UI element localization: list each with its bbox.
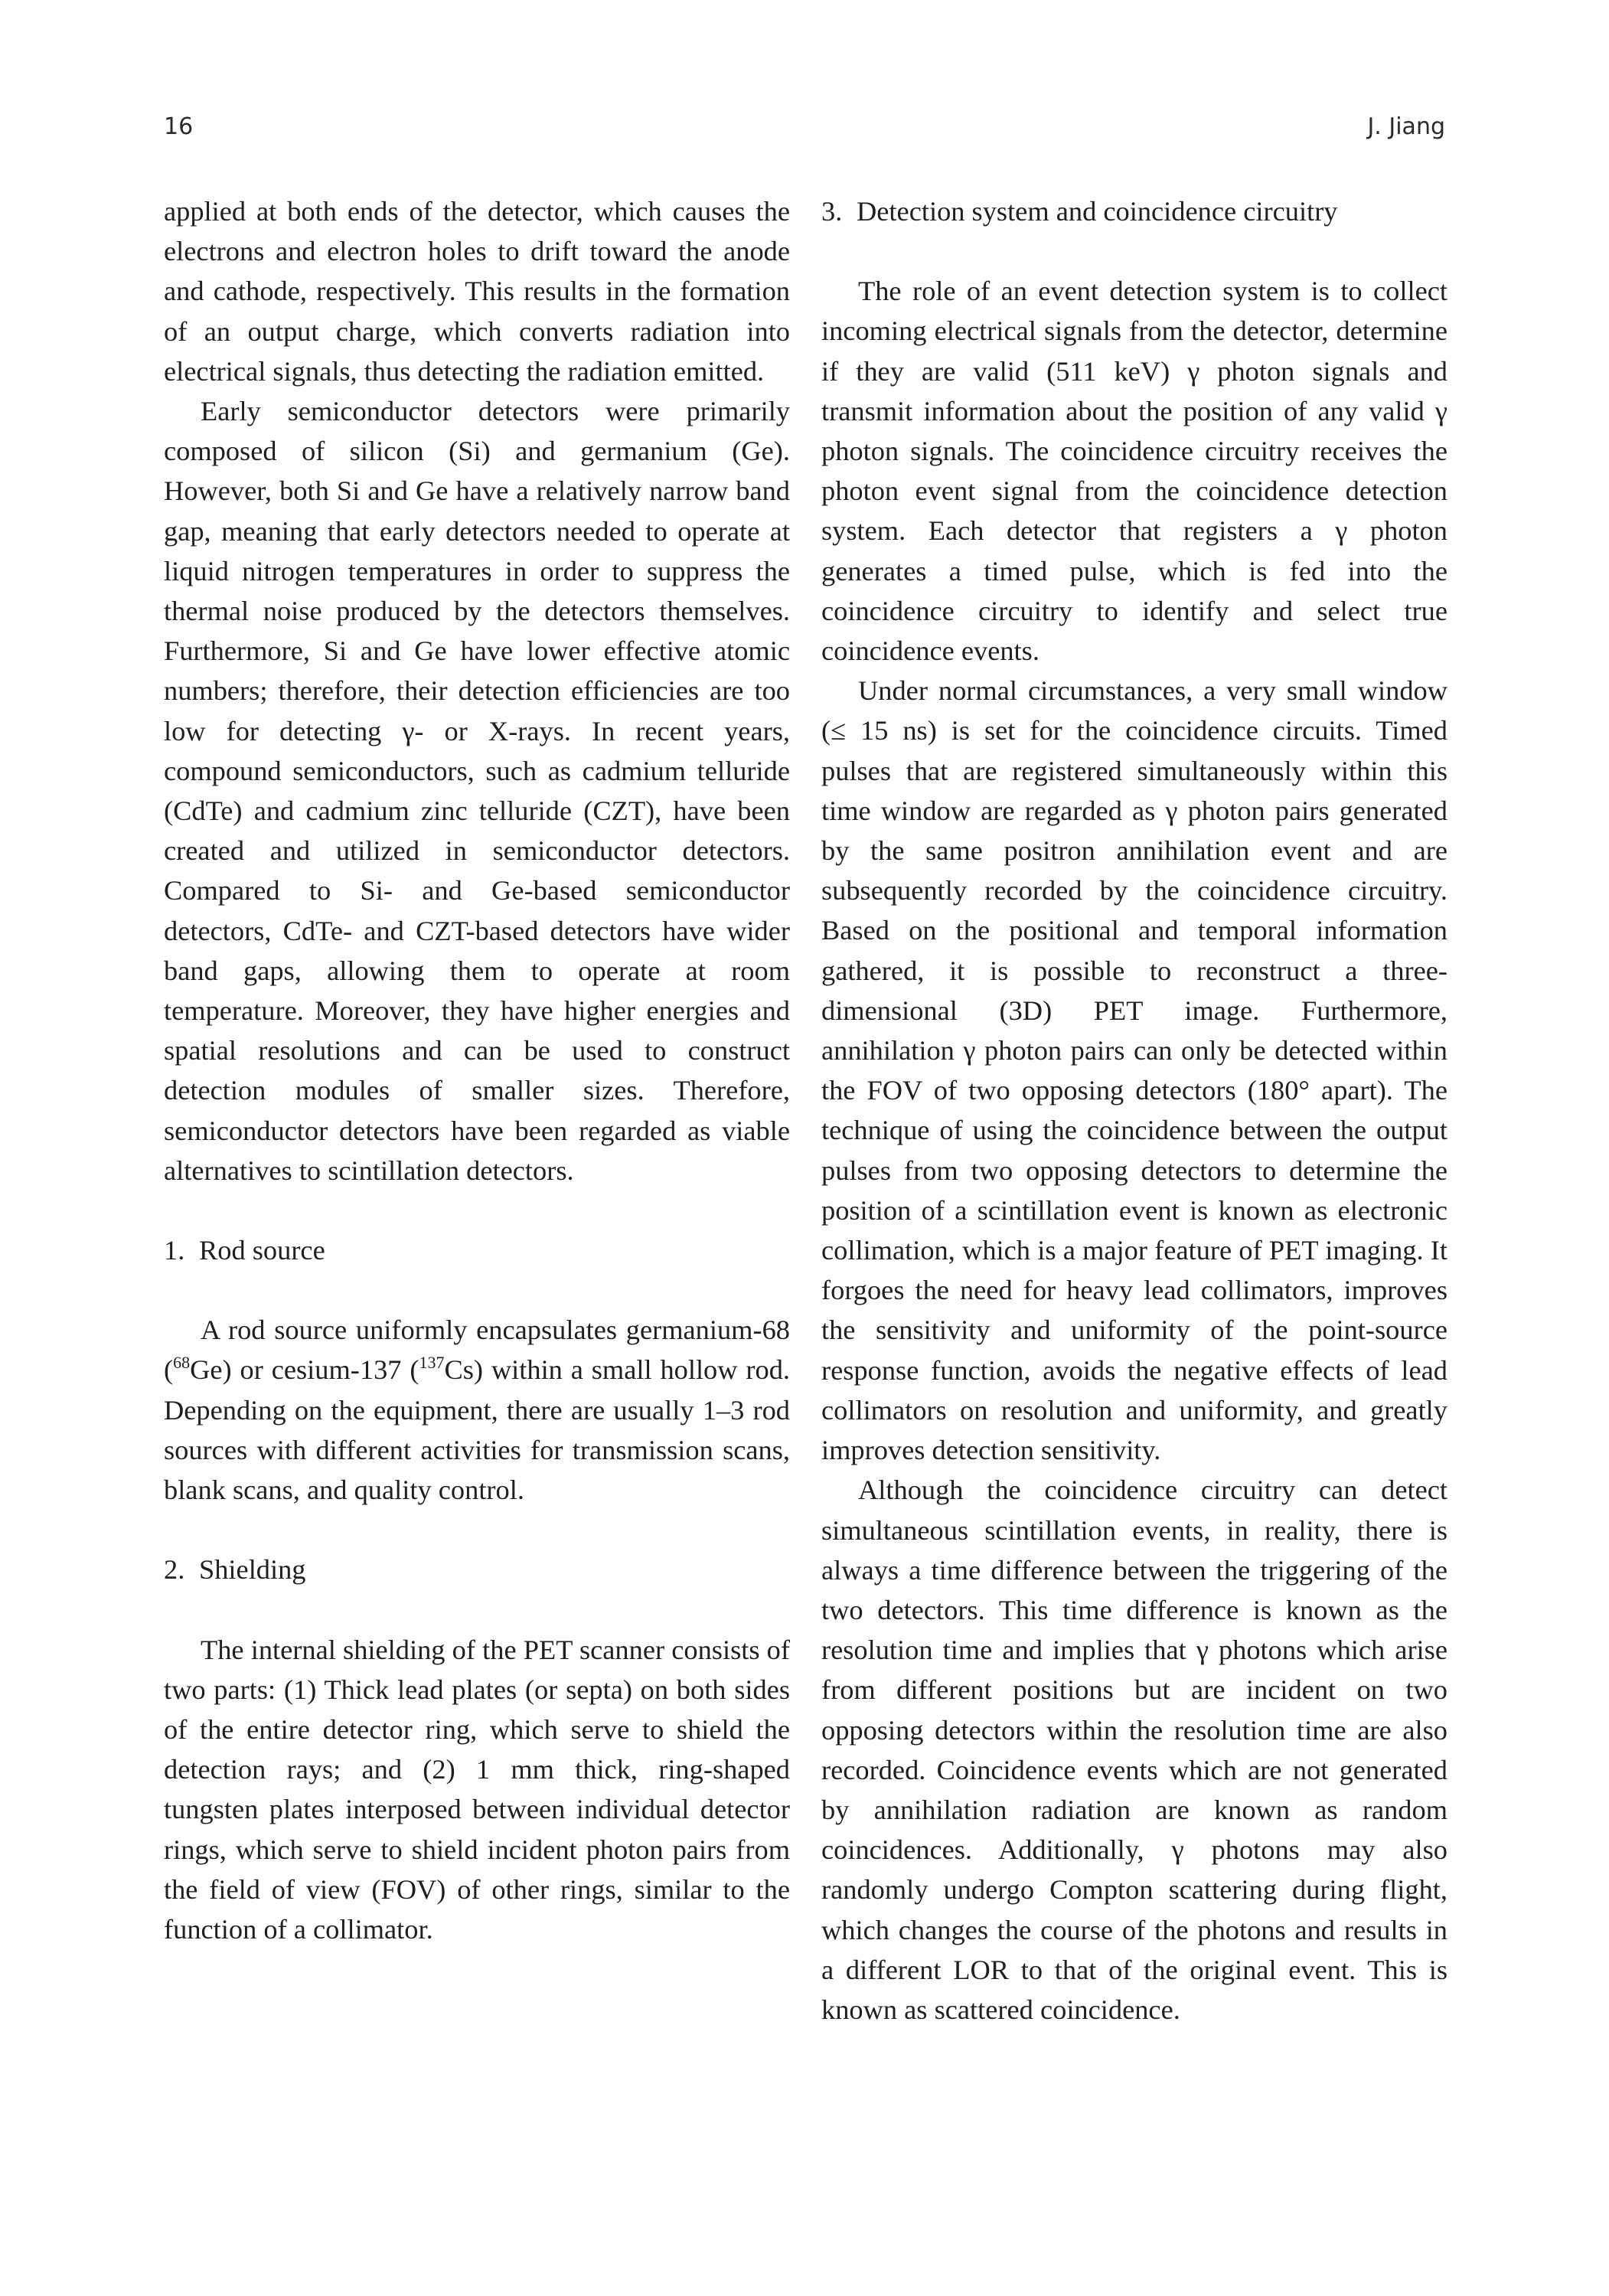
isotope-mass-number: 68 — [173, 1353, 191, 1373]
section-title: Rod source — [199, 1235, 325, 1266]
section-title: Shielding — [199, 1554, 306, 1586]
section-heading-shielding — [164, 1550, 790, 1589]
section-heading-detection-system — [821, 191, 1447, 231]
paragraph-coincidence-window: Under normal circumstances, a very small window (≤ 15 ns) is set for the coincidence circuits. Timed pulses that are registered simultaneously within this time window are regarded as γ photon pairs generated by the same positron annihilation event and are subsequently recorded by the coincidence circuitry. Based on the positional and temporal information gathered, it is possible to reconstruct a three-dimensional (3D) PET image. Furthermore, annihilation γ photon pairs can only be detected within the FOV of two opposing detectors (180° apart). The technique of using the coincidence between the output pulses from two opposing detectors to determine the position of a scintillation event is known as electronic collimation, which is a major feature of PET imaging. It forgoes the need for heavy lead collimators, improves the sensitivity and uniformity of the point-source response function, avoids the negative effects of lead collimators on resolution and uniformity, and greatly improves detection sensitivity. — [821, 675, 1447, 1466]
paragraph-random-scatter: Although the coincidence circuitry can detect simultaneous scintillation events, in reality, there is always a time difference between the triggering of the two detectors. This time difference is known as the resolution time and implies that γ photons which arise from different positions but are incident on two opposing detectors within the resolution time are also recorded. Coincidence events which are not generated by annihilation radiation are known as random coincidences. Additionally, γ photons may also randomly undergo Compton scattering during flight, which changes the course of the photons and results in a different LOR to that of the original event. This is known as scattered coincidence. — [821, 1475, 1447, 2025]
paragraph-continued: applied at both ends of the detector, which causes the electrons and electron holes to drift toward the anode and cathode, respectively. This results in the formation of an output charge, which converts radiation into electrical signals, thus detecting the radiation emitted. — [164, 196, 790, 387]
paragraph-semiconductor-detectors: Early semiconductor detectors were primarily composed of silicon (Si) and germanium (Ge). However, both Si and Ge have a relatively narrow band gap, meaning that early detectors needed to operate at liquid nitrogen temperatures in order to suppress the thermal noise produced by the detectors themselves. Furthermore, Si and Ge have lower effective atomic numbers; therefore, their detection efficiencies are too low for detecting γ- or X-rays. In recent years, compound semiconductors, such as cadmium telluride (CdTe) and cadmium zinc telluride (CZT), have been created and utilized in semiconductor detectors. Compared to Si- and Ge-based semiconductor detectors, CdTe- and CZT-based detectors have wider band gaps, allowing them to operate at room temperature. Moreover, they have higher energies and spatial resolutions and can be used to construct detection modules of smaller sizes. Therefore, semiconductor detectors have been regarded as viable alternatives to scintillation detectors. — [164, 396, 790, 1186]
section-number: 2. — [164, 1554, 185, 1586]
paragraph-rod-source: A rod source uniformly encapsulates germanium-68 ($^{68}$Ge) or cesium-137 ($^{137}$Cs) within a small hollow rod. Depending on the equipment, there are usually 1–3 rod sources with different activities for transmission scans, blank scans, and quality control. — [164, 1315, 790, 1506]
page-header — [164, 113, 1445, 147]
running-head-author: J. Jiang — [1367, 113, 1445, 140]
page-number: 16 — [164, 113, 194, 140]
isotope-mass-number: 137 — [419, 1353, 445, 1373]
section-number: 3. — [821, 196, 843, 227]
section-heading-rod-source — [164, 1230, 790, 1270]
section-number: 1. — [164, 1235, 185, 1266]
left-column — [164, 191, 790, 1949]
section-title: Detection system and coincidence circuitry — [857, 196, 1338, 227]
paragraph-shielding: The internal shielding of the PET scanner consists of two parts: (1) Thick lead plates (or septa) on both sides of the entire detector ring, which serve to shield the detection rays; and (2) 1 mm thick, ring-shaped tungsten plates interposed between individual detector rings, which serve to shield incident photon pairs from the field of view (FOV) of other rings, similar to the function of a collimator. — [164, 1634, 790, 1945]
right-column — [821, 191, 1447, 2030]
paragraph-event-detection: The role of an event detection system is to collect incoming electrical signals from the detector, determine if they are valid (511 keV) γ photon signals and transmit information about the position of any valid γ photon signals. The coincidence circuitry receives the photon event signal from the coincidence detection system. Each detector that registers a γ photon generates a timed pulse, which is fed into the coincidence circuitry to identify and select true coincidence events. — [821, 276, 1447, 667]
